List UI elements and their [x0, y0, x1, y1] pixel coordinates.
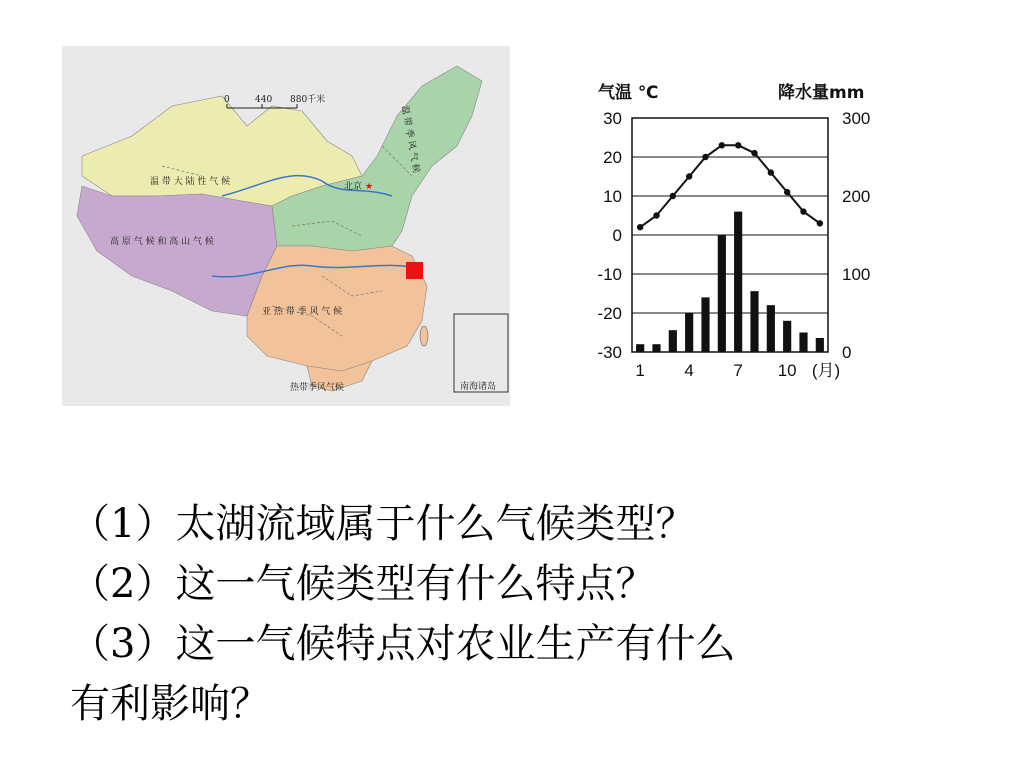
label-temperate-monsoon: 温 带 季 风 气 候 — [399, 104, 421, 174]
question-3-continued: 有利影响？ — [70, 681, 270, 727]
left-tick-labels — [597, 109, 622, 362]
temperature-point — [686, 173, 692, 179]
left-tick-label: 30 — [603, 109, 622, 128]
precipitation-bar — [799, 333, 807, 353]
climate-chart — [560, 72, 900, 392]
precipitation-bar — [734, 212, 742, 352]
temperature-point — [800, 208, 806, 214]
taihu-marker — [406, 262, 423, 279]
precipitation-bar — [718, 235, 726, 352]
precipitation-bar — [816, 338, 824, 352]
temperature-point — [637, 224, 643, 230]
label-tropical: 热带季风气候 — [290, 383, 345, 393]
question-3: （3）这一气候特点对农业生产有什么 — [70, 621, 736, 667]
label-subtropical: 亚 热 带 季 风 气 候 — [262, 307, 343, 317]
inset-label: 南海诸岛 — [460, 382, 497, 392]
label-plateau: 高 原 气 候 和 高 山 气 候 — [110, 237, 214, 247]
x-tick-label: 10 — [777, 361, 797, 380]
chart-grid — [632, 118, 828, 352]
left-tick-label: 10 — [603, 187, 622, 206]
x-tick-label: 7 — [733, 361, 743, 380]
precipitation-bar — [636, 344, 644, 352]
precipitation-bar — [750, 291, 758, 352]
right-tick-label: 300 — [842, 109, 871, 128]
scale-label: 880千米 — [290, 95, 326, 105]
left-tick-label: -20 — [597, 304, 622, 323]
temperature-points — [637, 142, 823, 230]
temperature-point — [817, 220, 823, 226]
left-tick-label: 20 — [603, 148, 622, 167]
question-2: （2）这一气候类型有什么特点？ — [70, 561, 656, 607]
precipitation-bar — [767, 305, 775, 352]
temperature-point — [670, 193, 676, 199]
x-tick-labels — [635, 361, 840, 380]
right-axis-title: 降水量mm — [778, 83, 865, 103]
question-1: （1）太湖流域属于什么气候类型？ — [70, 501, 696, 547]
temperature-point — [702, 154, 708, 160]
precipitation-bar — [783, 321, 791, 352]
china-climate-map — [62, 46, 510, 406]
scale-label: 440 — [255, 95, 273, 105]
x-tick-label: 4 — [684, 361, 694, 380]
right-tick-label: 200 — [842, 187, 871, 206]
right-tick-labels — [842, 109, 870, 362]
scale-label: 0 — [224, 95, 230, 105]
beijing-label: 北京 — [344, 182, 363, 192]
temperature-point — [735, 142, 741, 148]
precipitation-bar — [669, 330, 677, 352]
left-tick-label: -30 — [597, 343, 622, 362]
capital-star-icon: ★ — [365, 182, 374, 192]
temperature-point — [719, 142, 725, 148]
precipitation-bar — [685, 313, 693, 352]
temperature-point — [784, 189, 790, 195]
right-tick-label: 100 — [842, 265, 871, 284]
x-tick-label: 1 — [635, 361, 645, 380]
label-temperate-continental: 温 带 大 陆 性 气 候 — [150, 177, 231, 187]
left-tick-label: -10 — [597, 265, 622, 284]
left-axis-title: 气温 ℃ — [598, 83, 659, 103]
precipitation-bar — [701, 297, 709, 352]
x-tick-label: (月) — [811, 361, 841, 380]
temperature-point — [653, 212, 659, 218]
right-tick-label: 0 — [842, 343, 852, 362]
temperature-point — [768, 169, 774, 175]
precipitation-bars — [636, 212, 824, 352]
temperature-line — [640, 145, 820, 227]
precipitation-bar — [652, 344, 660, 352]
left-tick-label: 0 — [612, 226, 622, 245]
taiwan — [420, 326, 428, 346]
temperature-point — [751, 150, 757, 156]
